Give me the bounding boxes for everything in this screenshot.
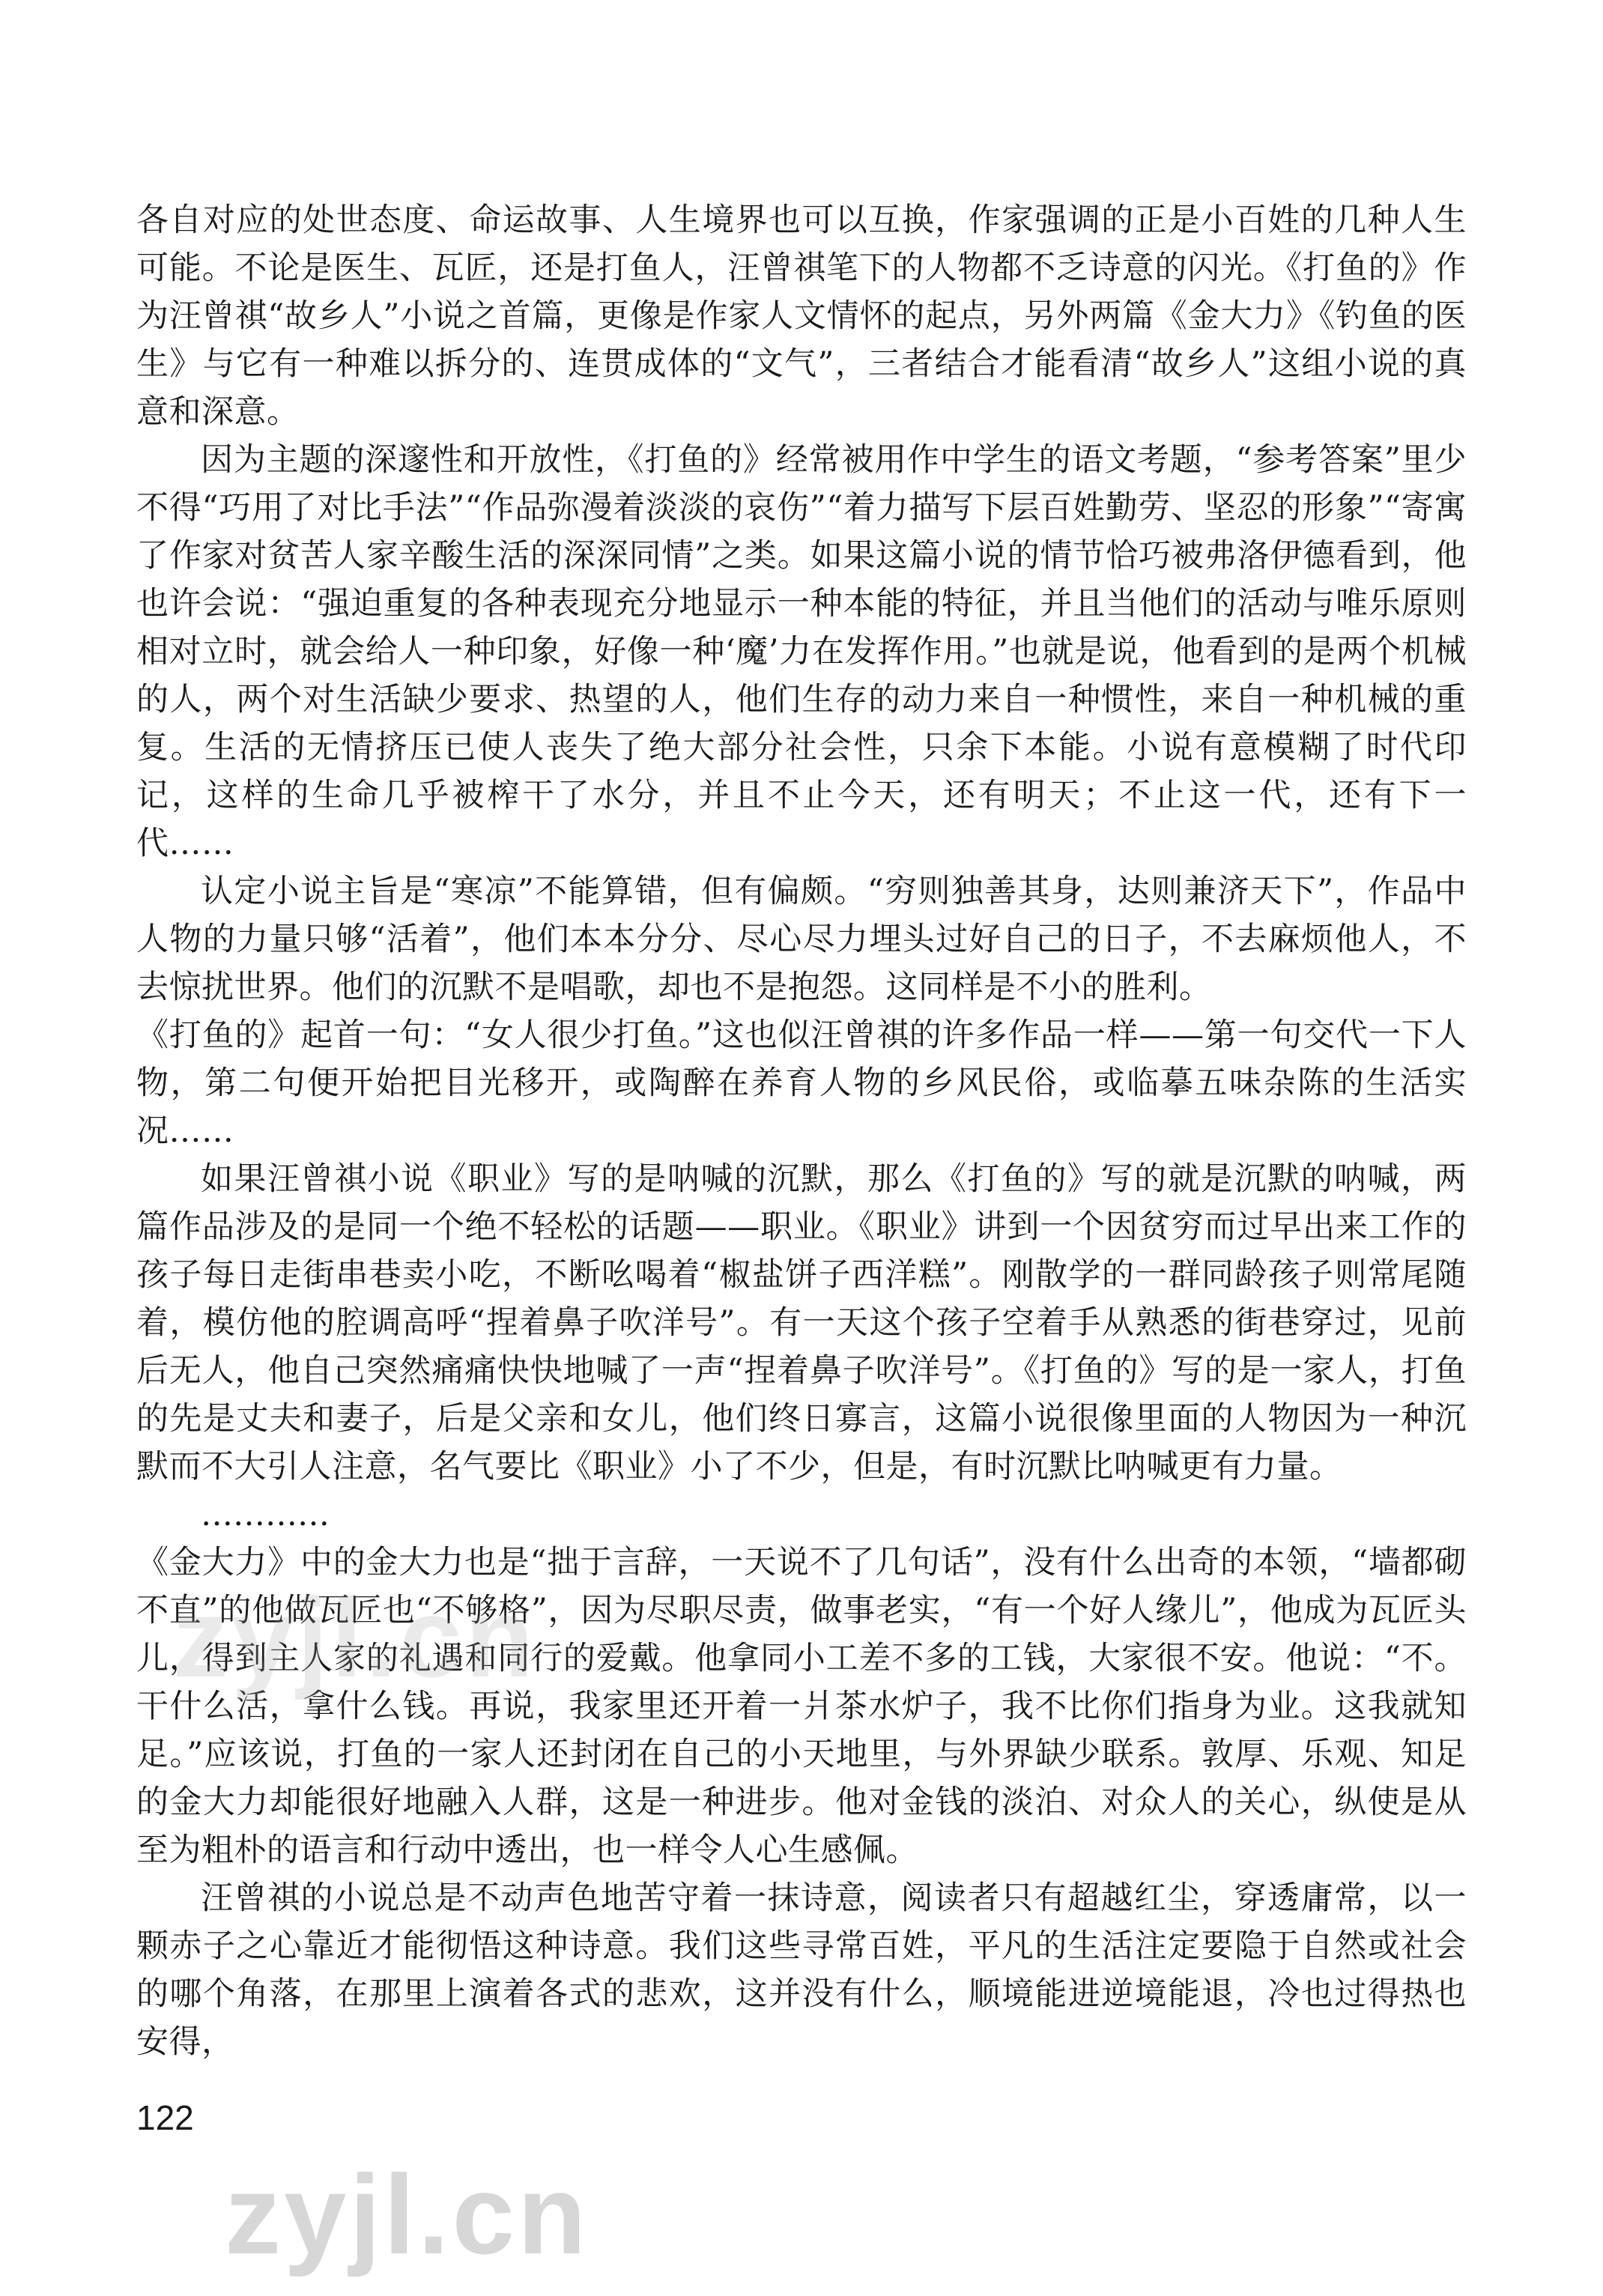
paragraph-2: 因为主题的深邃性和开放性，《打鱼的》经常被用作中学生的语文考题，“参考答案”里少不得“巧用了对比手法”“作品弥漫着淡淡的哀伤”“着力描写下层百姓勤劳、坚忍的形象”“寄寓了作家对贫苦人家辛酸生活的深深同情”之类。如果这篇小说的情节恰巧被弗洛伊德看到，他也许会说：“强迫重复的各种表现充分地显示一种本能的特征，并且当他们的活动与唯乐原则相对立时，就会给人一种印象，好像一种‘魔’力在发挥作用。”也就是说，他看到的是两个机械的人，两个对生活缺少要求、热望的人，他们生存的动力来自一种惯性，来自一种机械的重复。生活的无情挤压已使人丧失了绝大部分社会性，只余下本能。小说有意模糊了时代印记，这样的生命几乎被榨干了水分，并且不止今天，还有明天；不止这一代，还有下一代…… (136, 441, 1467, 862)
watermark: zyjl.cn (225, 2151, 590, 2277)
body-text (136, 196, 1467, 2066)
paragraph-6: 《金大力》中的金大力也是“拙于言辞，一天说不了几句话”，没有什么出奇的本领，“墙都砌不直”的他做瓦匠也“不够格”，因为尽职尽责，做事老实，“有一个好人缘儿”，他成为瓦匠头儿，得到主人家的礼遇和同行的爱戴。他拿同小工差不多的工钱，大家很不安。他说：“不。干什么活，拿什么钱。再说，我家里还开着一爿茶水炉子，我不比你们指身为业。这我就知足。”应该说，打鱼的一家人还封闭在自己的小天地里，与外界缺少联系。敦厚、乐观、知足的金大力却能很好地融入人群，这是一种进步。他对金钱的淡泊、对众人的关心，纵使是从至为粗朴的语言和行动中透出，也一样令人心生感佩。 (136, 1544, 1467, 1869)
page-number: 122 (136, 2098, 194, 2137)
paragraph-7: 汪曾祺的小说总是不动声色地苦守着一抹诗意，阅读者只有超越红尘，穿透庸常，以一颗赤子之心靠近才能彻悟这种诗意。我们这些寻常百姓，平凡的生活注定要隐于自然或社会的哪个角落，在那里上演着各式的悲欢，这并没有什么，顺境能进逆境能退，冷也过得热也安得， (136, 1879, 1467, 2061)
watermark-overlay: zyjl.cn (172, 1575, 537, 1700)
paragraph-5: 如果汪曾祺小说《职业》写的是呐喊的沉默，那么《打鱼的》写的就是沉默的呐喊，两篇作品涉及的是同一个绝不轻松的话题——职业。《职业》讲到一个因贫穷而过早出来工作的孩子每日走街串巷卖小吃，不断吆喝着“椒盐饼子西洋糕”。刚散学的一群同龄孩子则常尾随着，模仿他的腔调高呼“捏着鼻子吹洋号”。有一天这个孩子空着手从熟悉的街巷穿过，见前后无人，他自己突然痛痛快快地喊了一声“捏着鼻子吹洋号”。《打鱼的》写的是一家人，打鱼的先是丈夫和妻子，后是父亲和女儿，他们终日寡言，这篇小说很像里面的人物因为一种沉默而不大引人注意，名气要比《职业》小了不少，但是，有时沉默比呐喊更有力量。 (136, 1160, 1467, 1485)
paragraph-3: 认定小说主旨是“寒凉”不能算错，但有偏颇。“穷则独善其身，达则兼济天下”，作品中人物的力量只够“活着”，他们本本分分、尽心尽力埋头过好自己的日子，不去麻烦他人，不去惊扰世界。他们的沉默不是唱歌，却也不是抱怨。这同样是不小的胜利。 (136, 873, 1467, 1006)
paragraph-4: 《打鱼的》起首一句：“女人很少打鱼。”这也似汪曾祺的许多作品一样——第一句交代一下人物，第二句便开始把目光移开，或陶醉在养育人物的乡风民俗，或临摹五味杂陈的生活实况…… (136, 1017, 1467, 1150)
ellipsis-separator: ………… (201, 1496, 330, 1533)
paragraph-1: 各自对应的处世态度、命运故事、人生境界也可以互换，作家强调的正是小百姓的几种人生可能。不论是医生、瓦匠，还是打鱼人，汪曾祺笔下的人物都不乏诗意的闪光。《打鱼的》作为汪曾祺“故乡人”小说之首篇，更像是作家人文情怀的起点，另外两篇《金大力》《钓鱼的医生》与它有一种难以拆分的、连贯成体的“文气”，三者结合才能看清“故乡人”这组小说的真意和深意。 (136, 202, 1467, 431)
